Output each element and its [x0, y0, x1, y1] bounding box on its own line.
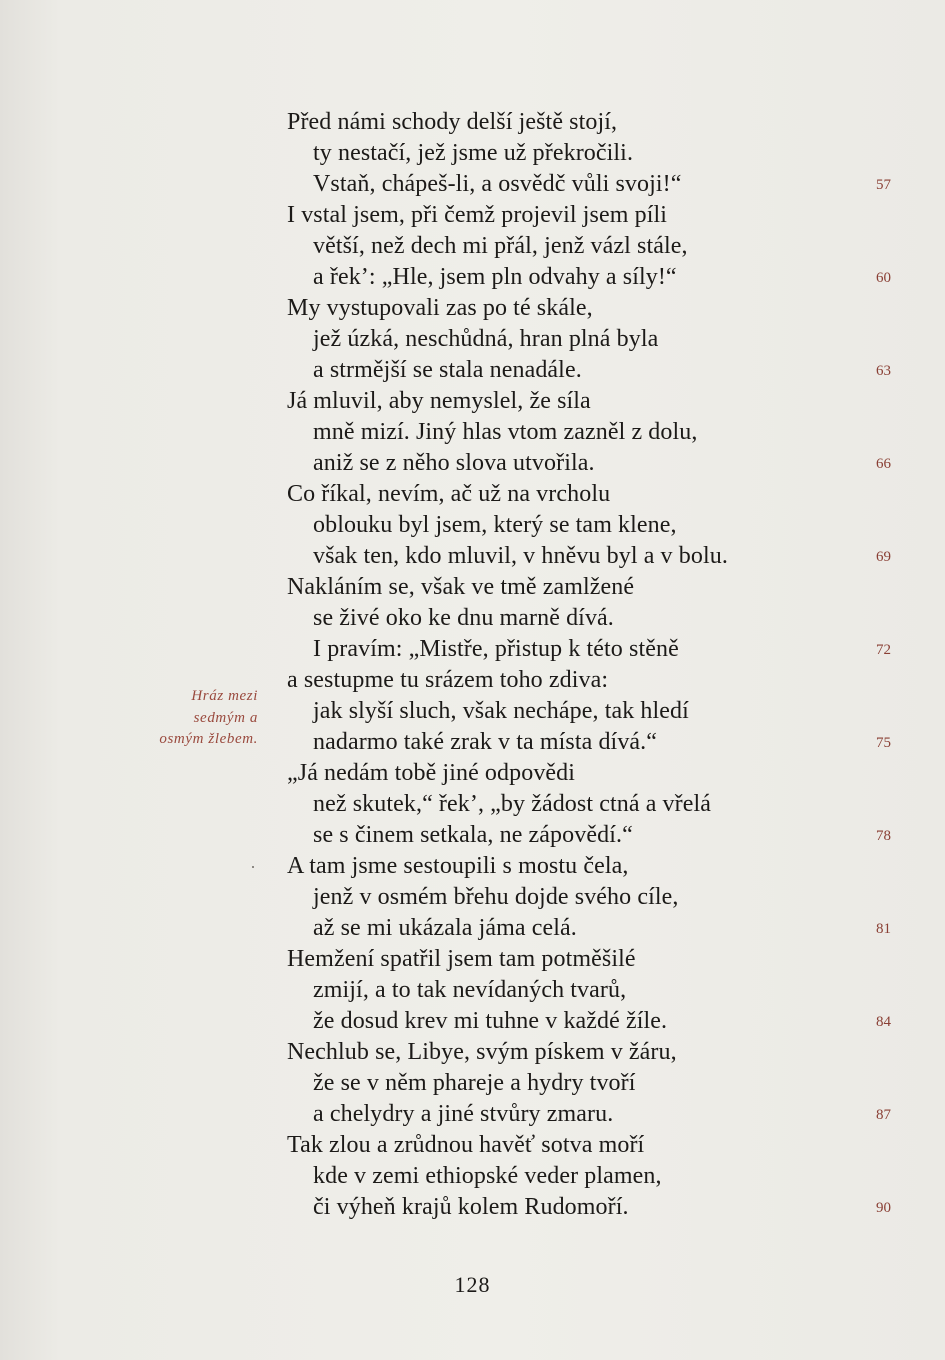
verse-number: 66	[876, 456, 891, 472]
margin-note-line: sedmým a	[193, 709, 258, 726]
verse-number: 81	[876, 921, 891, 937]
verse-line: zmijí, a to tak nevídaných tvarů,	[313, 977, 627, 1003]
verse-number: 57	[876, 177, 891, 193]
verse-line: „Já nedám tobě jiné odpovědi	[287, 760, 576, 786]
verse-number: 72	[876, 642, 891, 658]
verse-line: jenž v osmém břehu dojde svého cíle,	[313, 884, 679, 910]
verse-line: oblouku byl jsem, který se tam klene,	[313, 512, 677, 538]
verse-line: se s činem setkala, ne zápovědí.“	[313, 822, 633, 848]
verse-line: a strmější se stala nenadále.	[313, 357, 582, 383]
verse-line: než skutek,“ řek’, „by žádost ctná a vřelá	[313, 791, 712, 817]
verse-line: Co říkal, nevím, ač už na vrcholu	[287, 481, 611, 507]
verse-number: 78	[876, 828, 891, 844]
verse-line: že dosud krev mi tuhne v každé žíle.	[313, 1008, 668, 1034]
verse-number: 69	[876, 549, 891, 565]
verse-number: 75	[876, 735, 891, 751]
verse-line: či výheň krajů kolem Rudomoří.	[313, 1194, 629, 1220]
verse-line: kde v zemi ethiopské veder plamen,	[313, 1163, 662, 1189]
verse-line: nadarmo také zrak v ta místa dívá.“	[313, 729, 658, 755]
verse-line: ty nestačí, jež jsme už překročili.	[313, 140, 634, 166]
verse-line: Nakláním se, však ve tmě zamlžené	[287, 574, 635, 600]
verse-line: a chelydry a jiné stvůry zmaru.	[313, 1101, 614, 1127]
verse-line: A tam jsme sestoupili s mostu čela,	[287, 853, 629, 879]
verse-number: 63	[876, 363, 891, 379]
verse-number: 60	[876, 270, 891, 286]
verse-number: 84	[876, 1014, 891, 1030]
verse-line: Nechlub se, Libye, svým pískem v žáru,	[287, 1039, 677, 1065]
page-number: 128	[454, 1272, 491, 1297]
verse-line: až se mi ukázala jáma celá.	[313, 915, 577, 941]
verse-line: I vstal jsem, při čemž projevil jsem píli	[287, 202, 668, 228]
margin-note	[108, 686, 258, 751]
verse-line: Vstaň, chápeš-li, a osvědč vůli svoji!“	[313, 171, 682, 197]
margin-note-line: Hráz mezi	[191, 688, 258, 704]
verse-line: že se v něm phareje a hydry tvoří	[313, 1070, 636, 1096]
verse-line: aniž se z něho slova utvořila.	[313, 450, 595, 476]
verse-line: Hemžení spatřil jsem tam potměšilé	[287, 946, 636, 972]
verse-line: větší, než dech mi přál, jenž vázl stále,	[313, 233, 688, 259]
verse-line: mně mizí. Jiný hlas vtom zazněl z dolu,	[313, 419, 698, 445]
verse-number: 87	[876, 1107, 891, 1123]
verse-line: se živé oko ke dnu marně dívá.	[313, 605, 614, 631]
verse-line: jak slyší sluch, však nechápe, tak hledí	[313, 698, 689, 724]
margin-note-line: osmým žlebem.	[159, 731, 258, 747]
verse-line: Tak zlou a zrůdnou havěť sotva moří	[287, 1132, 645, 1158]
verse-line: a řek’: „Hle, jsem pln odvahy a síly!“	[313, 264, 677, 290]
verse-line: jež úzká, neschůdná, hran plná byla	[313, 326, 659, 352]
stray-mark	[252, 866, 254, 868]
verse-line: Před námi schody delší ještě stojí,	[287, 109, 618, 135]
verse-number: 90	[876, 1200, 891, 1216]
verse-line: Já mluvil, aby nemyslel, že síla	[287, 388, 591, 414]
verse-line: My vystupovali zas po té skále,	[287, 295, 593, 321]
verse-line: však ten, kdo mluvil, v hněvu byl a v bolu.	[313, 543, 728, 569]
verse-line: a sestupme tu srázem toho zdiva:	[287, 667, 609, 693]
verse-line: I pravím: „Mistře, přistup k této stěně	[313, 636, 679, 662]
